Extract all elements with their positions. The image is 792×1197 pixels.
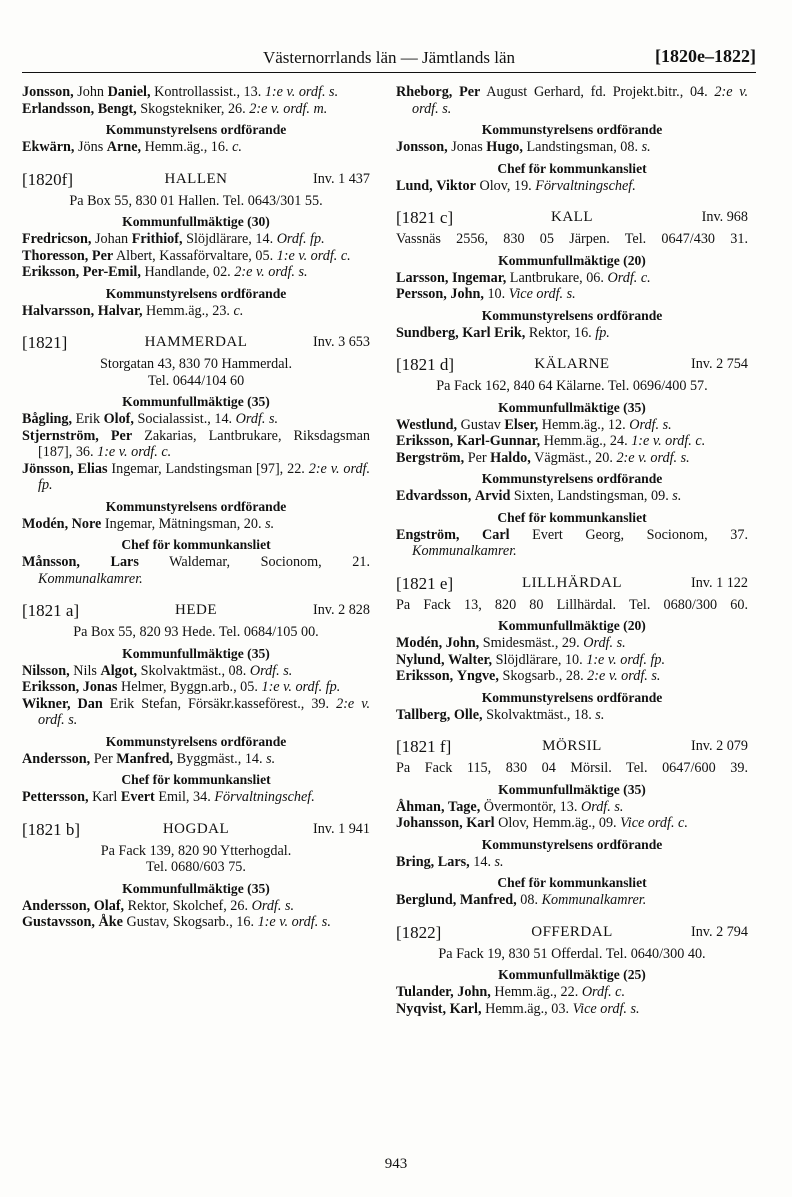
person-details: Socialassist., 14. (137, 411, 233, 427)
page-range: [1820e–1822] (655, 46, 756, 66)
left-column (22, 84, 370, 931)
person-surname: Johansson, (396, 815, 463, 831)
person-entry (396, 139, 748, 156)
person-details: Olov, Hemm.äg., 09. (498, 815, 617, 831)
municipality-header (22, 333, 370, 355)
municipality-address: Pa Fack 139, 820 90 Ytterhogdal. (100, 842, 292, 859)
person-details: Ingemar, Landstingsman [97], 22. (111, 460, 305, 477)
person-role: 1:e v. ordf. c. (97, 444, 172, 460)
person-surname: Erlandsson, (22, 100, 95, 117)
inhabitant-count: Inv. 1 437 (312, 170, 370, 187)
person-details: Rektor, 16. (528, 324, 592, 341)
person-called-name: Lars (110, 554, 139, 570)
section-heading: Kommunstyrelsens ordförande (105, 122, 287, 137)
person-role: 2:e v. ordf. s. (412, 84, 749, 117)
municipality-header (396, 737, 748, 759)
person-role: Kommunalkamrer. (541, 892, 647, 908)
person-details: 14. (473, 853, 491, 870)
inhabitant-count: Inv. 1 122 (690, 574, 748, 591)
municipality-address: Pa Box 55, 830 01 Hallen. Tel. 0643/301 55. (69, 192, 323, 209)
person-surname: Engström, (396, 526, 460, 543)
person-called-name: Karl, (449, 1000, 482, 1017)
person-role: Ordf. s. (583, 635, 626, 651)
person-called-name: Dan (77, 695, 103, 712)
person-surname: Ekwärn, (22, 139, 75, 155)
person-details: Hemm.äg., 23. (146, 302, 230, 319)
municipality-code: [1820f] (22, 169, 73, 189)
section-heading: Kommunfullmäktige (35) (122, 645, 270, 661)
person-entry (396, 892, 748, 909)
person-first-name: John (77, 84, 105, 100)
section-heading: Kommunfullmäktige (25) (498, 967, 646, 982)
person-details: Helmer, Byggn.arb., 05. (120, 679, 258, 695)
municipality-section (396, 208, 748, 248)
person-details: Emil, 34. (158, 789, 211, 805)
person-surname: Jonsson, (396, 139, 448, 155)
person-entry (396, 799, 748, 816)
person-role: 1:e v. ordf. fp. (586, 651, 666, 668)
person-details: Byggmäst., 14. (176, 750, 263, 767)
municipality-code: [1821 f] (396, 737, 452, 756)
person-entry (396, 325, 748, 342)
inhabitant-count: Inv. 3 653 (312, 334, 370, 350)
person-details: Zakarias, Lantbrukare, Riksdagsman [187], 36. (38, 427, 370, 460)
person-called-name: Per (110, 427, 133, 444)
person-entry (22, 516, 370, 533)
person-called-name: Halvar, (97, 302, 143, 319)
person-called-name: Åke (98, 914, 123, 930)
section-heading: Kommunfullmäktige (35) (122, 880, 270, 896)
municipality-header (396, 208, 748, 230)
section-heading: Kommunstyrelsens ordförande (481, 122, 663, 137)
person-details: Gustav, Skogsarb., 16. (126, 914, 255, 930)
person-surname: Bring, (396, 853, 435, 870)
person-called-name: Karl-Gunnar, (456, 433, 541, 449)
municipality-name: KÄLARNE (534, 356, 610, 372)
municipality-section (396, 355, 748, 395)
section-heading: Chef för kommunkansliet (121, 537, 271, 552)
person-surname: Nyqvist, (396, 1000, 447, 1017)
person-surname: Modén, (22, 515, 69, 532)
person-role: 2:e v. ordf. s. (38, 695, 371, 728)
person-entry (396, 1001, 748, 1018)
person-entry (396, 433, 748, 450)
person-called-name: Olof, (103, 411, 134, 427)
person-surname: Larsson, (396, 269, 449, 286)
person-entry (22, 663, 370, 680)
person-surname: Bågling, (22, 411, 73, 427)
person-called-name: Per-Emil, (82, 264, 141, 280)
municipality-section (22, 333, 370, 389)
municipality-name: LILLHÄRDAL (522, 574, 622, 591)
person-details: Sixten, Landstingsman, 09. (513, 488, 669, 504)
person-role: s. (266, 750, 276, 767)
person-surname: Månsson, (22, 554, 80, 570)
person-surname: Tulander, (396, 984, 454, 1000)
person-called-name: Ingemar, (451, 269, 507, 286)
person-role: Ordf. s. (580, 798, 624, 815)
person-details: Kontrollassist., 13. (154, 84, 262, 100)
person-entry (22, 139, 370, 156)
person-role: 1:e v. ordf. s. (257, 914, 331, 930)
person-details: Hemm.äg., 22. (494, 984, 579, 1000)
person-surname: Stjernström, (22, 427, 99, 444)
person-called-name: Lars, (437, 853, 470, 870)
person-entry (396, 707, 748, 724)
person-entry (22, 264, 370, 281)
municipality-address: Pa Fack 162, 840 64 Kälarne. Tel. 0696/400 57. (436, 378, 708, 394)
municipality-section (396, 574, 748, 614)
person-called-name: Haldo, (490, 449, 531, 466)
person-first-name: Per (467, 449, 487, 466)
person-surname: Rheborg, (396, 84, 453, 100)
person-surname: Andersson, (22, 897, 91, 914)
municipality-name: HEDE (175, 602, 217, 618)
municipality-section (396, 923, 748, 963)
person-details: August Gerhard, fd. Projekt.bitr., 04. (486, 84, 708, 100)
person-first-name: Gustav (460, 416, 501, 433)
inhabitant-count: Inv. 2 079 (690, 738, 748, 754)
municipality-address: Pa Fack 115, 830 04 Mörsil. Tel. 0647/600 39. (396, 760, 748, 776)
person-surname: Eriksson, (396, 433, 454, 449)
person-role: 2:e v. ordf. m. (249, 100, 328, 117)
person-called-name: Daniel, (107, 84, 151, 100)
municipality-section (22, 601, 370, 641)
section-heading: Kommunfullmäktige (30) (122, 214, 270, 229)
person-entry (22, 789, 370, 806)
person-details: Ingemar, Mätningsman, 20. (104, 515, 262, 532)
person-surname: Edvardsson, (396, 488, 472, 504)
municipality-code: [1821] (22, 333, 68, 352)
person-role: Ordf. c. (607, 269, 651, 286)
person-called-name: Arvid (474, 488, 511, 504)
person-called-name: Per (91, 247, 114, 264)
person-role: 1:e v. ordf. fp. (261, 679, 341, 695)
person-entry (396, 84, 748, 117)
section-heading: Kommunstyrelsens ordförande (481, 471, 663, 486)
person-role: Ordf. s. (629, 416, 672, 433)
person-role: 1:e v. ordf. s. (264, 84, 339, 100)
person-role: c. (233, 302, 244, 319)
person-role: 2:e v. ordf. s. (587, 668, 661, 684)
person-entry (22, 554, 370, 587)
person-role: Ordf. c. (581, 984, 626, 1000)
person-called-name: Carl (481, 526, 510, 543)
person-details: Rektor, Skolchef, 26. (127, 897, 249, 914)
person-entry (396, 417, 748, 434)
person-surname: Sundberg, (396, 324, 459, 341)
person-details: Slöjdlärare, 10. (495, 651, 583, 668)
inhabitant-count: Inv. 1 941 (312, 820, 370, 837)
municipality-header (396, 923, 748, 945)
person-entry (22, 898, 370, 915)
section-heading: Kommunfullmäktige (20) (498, 618, 646, 633)
person-details: Landstingsman, 08. (526, 139, 639, 155)
person-called-name: John, (457, 984, 491, 1000)
person-called-name: Yngve, (456, 668, 499, 684)
person-called-name: Arne, (106, 139, 142, 155)
person-details: Lantbrukare, 06. (509, 269, 604, 286)
section-heading: Chef för kommunkansliet (497, 160, 647, 176)
person-entry (22, 101, 370, 118)
municipality-address: Pa Box 55, 820 93 Hede. Tel. 0684/105 00. (73, 624, 319, 640)
municipality-header (22, 820, 370, 842)
person-details: Skolvaktmäst., 08. (140, 662, 247, 679)
person-surname: Berglund, (396, 892, 457, 908)
person-surname: Wikner, (22, 695, 71, 712)
person-entry (22, 411, 370, 428)
municipality-address: Tel. 0644/104 60 (147, 372, 245, 389)
municipality-name: HOGDAL (162, 820, 230, 837)
person-surname: Bergström, (396, 449, 465, 466)
person-role: Förvaltningschef. (214, 789, 315, 805)
person-entry (396, 488, 748, 505)
person-role: 2:e v. ordf. fp. (38, 460, 371, 493)
person-surname: Nilsson, (22, 662, 70, 679)
person-surname: Andersson, (22, 750, 91, 767)
person-role: Ordf. s. (235, 411, 279, 427)
person-surname: Jönsson, (22, 460, 74, 477)
person-first-name: Karl (92, 789, 118, 805)
person-role: s. (672, 488, 682, 504)
municipality-address: Storgatan 43, 830 70 Hammerdal. (99, 356, 293, 372)
section-heading: Kommunstyrelsens ordförande (481, 307, 663, 323)
person-role: Ordf. s. (251, 897, 295, 914)
municipality-code: [1821 b] (22, 819, 81, 839)
person-details: Slöjdlärare, 14. (186, 231, 274, 247)
person-details: Skogstekniker, 26. (140, 100, 246, 117)
person-surname: Nylund, (396, 651, 445, 668)
person-details: Hemm.äg., 24. (543, 433, 628, 449)
person-role: Förvaltningschef. (535, 177, 636, 194)
person-entry (396, 286, 748, 303)
person-role: fp. (595, 324, 610, 341)
person-surname: Jonsson, (22, 84, 74, 100)
person-details: Olov, 19. (479, 177, 532, 194)
person-details: 08. (520, 892, 539, 908)
person-first-name: Nils (73, 662, 97, 679)
person-called-name: Bengt, (97, 100, 137, 117)
municipality-address: Pa Fack 19, 830 51 Offerdal. Tel. 0640/300 40. (438, 945, 706, 962)
municipality-address: Vassnäs 2556, 830 05 Järpen. Tel. 0647/430 31. (396, 231, 748, 247)
person-role: Kommunalkamrer. (412, 543, 517, 559)
person-role: 1:e v. ordf. c. (631, 433, 706, 449)
municipality-name: OFFERDAL (531, 923, 613, 940)
person-first-name: Johan (95, 231, 129, 247)
person-role: s. (641, 139, 651, 155)
person-entry (396, 668, 748, 685)
inhabitant-count: Inv. 2 828 (312, 602, 370, 618)
page-number: 943 (384, 1156, 408, 1172)
section-heading: Kommunstyrelsens ordförande (105, 498, 287, 514)
person-role: s. (494, 853, 504, 870)
person-called-name: Evert (120, 789, 155, 805)
person-called-name: Karl Erik, (462, 324, 526, 341)
municipality-name: MÖRSIL (542, 738, 602, 754)
person-entry (396, 450, 748, 467)
person-called-name: Jonas (82, 679, 118, 695)
person-role: Kommunalkamrer. (38, 570, 143, 587)
person-details: Hemm.äg., 03. (485, 1000, 570, 1017)
municipality-name: HALLEN (164, 170, 228, 187)
person-called-name: Olaf, (93, 897, 125, 914)
person-details: Evert Georg, Socionom, 37. (532, 526, 748, 543)
person-details: Handlande, 02. (144, 264, 231, 280)
person-details: Övermontör, 13. (483, 798, 578, 815)
person-role: Vice ordf. s. (508, 286, 576, 302)
person-called-name: Frithiof, (131, 231, 183, 247)
section-heading: Kommunfullmäktige (35) (122, 394, 270, 409)
section-heading: Chef för kommunkansliet (121, 772, 271, 787)
municipality-header (22, 170, 370, 192)
person-surname: Tallberg, (396, 706, 451, 723)
person-called-name: Manfred, (116, 750, 174, 767)
person-details: 10. (487, 286, 506, 302)
person-details: Skogsarb., 28. (502, 668, 584, 684)
person-details: Hemm.äg., 16. (144, 139, 229, 155)
municipality-header (22, 601, 370, 623)
person-role: 2:e v. ordf. s. (234, 264, 308, 280)
inhabitant-count: Inv. 968 (701, 209, 748, 225)
person-entry (22, 231, 370, 248)
person-details: Skolvaktmäst., 18. (486, 706, 592, 723)
page-header (22, 44, 756, 72)
person-entry (22, 428, 370, 461)
person-called-name: Viktor (436, 177, 476, 194)
person-entry (396, 527, 748, 560)
person-entry (396, 984, 748, 1001)
person-surname: Modén, (396, 635, 443, 651)
person-entry (22, 248, 370, 265)
person-details: Erik Stefan, Försäkr.kasseförest., 39. (109, 695, 330, 712)
section-heading: Kommunstyrelsens ordförande (105, 733, 287, 749)
inhabitant-count: Inv. 2 754 (690, 356, 748, 372)
municipality-code: [1821 c] (396, 208, 454, 227)
municipality-code: [1822] (396, 922, 442, 942)
municipality-address: Pa Fack 13, 820 80 Lillhärdal. Tel. 0680/300 60. (396, 596, 748, 613)
header-rule (22, 72, 756, 73)
municipality-section (396, 737, 748, 777)
municipality-section (22, 820, 370, 876)
inhabitant-count: Inv. 2 794 (690, 923, 748, 940)
municipality-name: KALL (551, 209, 593, 225)
person-role: 1:e v. ordf. c. (276, 247, 351, 264)
section-heading: Kommunfullmäktige (35) (498, 399, 646, 415)
municipality-header (396, 355, 748, 377)
person-called-name: John, (445, 635, 480, 651)
section-heading: Kommunstyrelsens ordförande (481, 836, 663, 852)
person-called-name: Olle, (453, 706, 483, 723)
person-entry (396, 635, 748, 652)
municipality-address: Tel. 0680/603 75. (146, 859, 246, 875)
person-details: Hemm.äg., 12. (541, 416, 626, 433)
person-entry (396, 815, 748, 832)
person-called-name: John, (450, 286, 484, 302)
person-details: Smidesmäst., 29. (482, 635, 580, 651)
person-entry (22, 303, 370, 320)
person-called-name: Per (459, 84, 481, 100)
page-title: Västernorrlands län — Jämtlands län (262, 48, 516, 67)
municipality-header (396, 574, 748, 596)
person-entry (22, 461, 370, 494)
person-first-name: Jöns (77, 139, 104, 155)
person-details: Albert, Kassaförvaltare, 05. (115, 247, 274, 264)
person-called-name: Elser, (504, 416, 539, 433)
person-surname: Åhman, (396, 798, 445, 815)
municipality-code: [1821 d] (396, 355, 455, 374)
person-surname: Westlund, (396, 416, 458, 433)
municipality-code: [1821 a] (22, 601, 80, 620)
person-called-name: Walter, (448, 651, 493, 668)
person-first-name: Per (93, 750, 113, 767)
person-role: Vice ordf. c. (620, 815, 688, 831)
person-called-name: Hugo, (486, 139, 523, 155)
section-heading: Kommunfullmäktige (35) (498, 781, 646, 797)
person-role: Ordf. fp. (276, 231, 325, 247)
person-first-name: Jonas (451, 139, 483, 155)
person-entry (396, 178, 748, 195)
person-called-name: Tage, (448, 798, 481, 815)
person-called-name: Algot, (100, 662, 138, 679)
municipality-code: [1821 e] (396, 573, 454, 593)
right-column (396, 84, 748, 1017)
person-role: c. (232, 139, 242, 155)
section-heading: Kommunfullmäktige (20) (498, 252, 646, 268)
person-role: Vice ordf. s. (572, 1000, 640, 1017)
person-surname: Eriksson, (22, 264, 80, 280)
person-entry (22, 914, 370, 931)
person-surname: Fredricson, (22, 231, 92, 247)
person-surname: Thoresson, (22, 247, 89, 264)
person-details: Waldemar, Socionom, 21. (169, 554, 370, 570)
section-heading: Kommunstyrelsens ordförande (481, 689, 663, 705)
section-heading: Kommunstyrelsens ordförande (105, 285, 287, 301)
person-role: s. (595, 706, 605, 723)
person-surname: Persson, (396, 286, 447, 302)
person-details: Vägmäst., 20. (534, 449, 613, 466)
person-entry (22, 84, 370, 101)
person-called-name: Elias (77, 460, 108, 477)
person-surname: Eriksson, (396, 668, 454, 684)
person-role: 2:e v. ordf. s. (616, 449, 690, 466)
person-role: s. (265, 515, 275, 532)
person-called-name: Karl (466, 815, 495, 831)
person-called-name: Nore (71, 515, 102, 532)
person-entry (22, 696, 370, 729)
person-role: Ordf. s. (249, 662, 293, 679)
person-first-name: Erik (75, 411, 101, 427)
person-surname: Pettersson, (22, 789, 89, 805)
person-surname: Eriksson, (22, 679, 80, 695)
person-entry (396, 270, 748, 287)
person-entry (396, 652, 748, 669)
person-surname: Gustavsson, (22, 914, 95, 930)
municipality-name: HAMMERDAL (144, 334, 248, 350)
person-entry (396, 854, 748, 871)
person-called-name: Manfred, (459, 892, 517, 908)
section-heading: Chef för kommunkansliet (497, 509, 647, 525)
section-heading: Chef för kommunkansliet (497, 875, 647, 890)
municipality-section (22, 170, 370, 210)
person-entry (22, 679, 370, 696)
person-surname: Lund, (396, 177, 433, 194)
person-entry (22, 751, 370, 768)
person-surname: Halvarsson, (22, 302, 95, 319)
